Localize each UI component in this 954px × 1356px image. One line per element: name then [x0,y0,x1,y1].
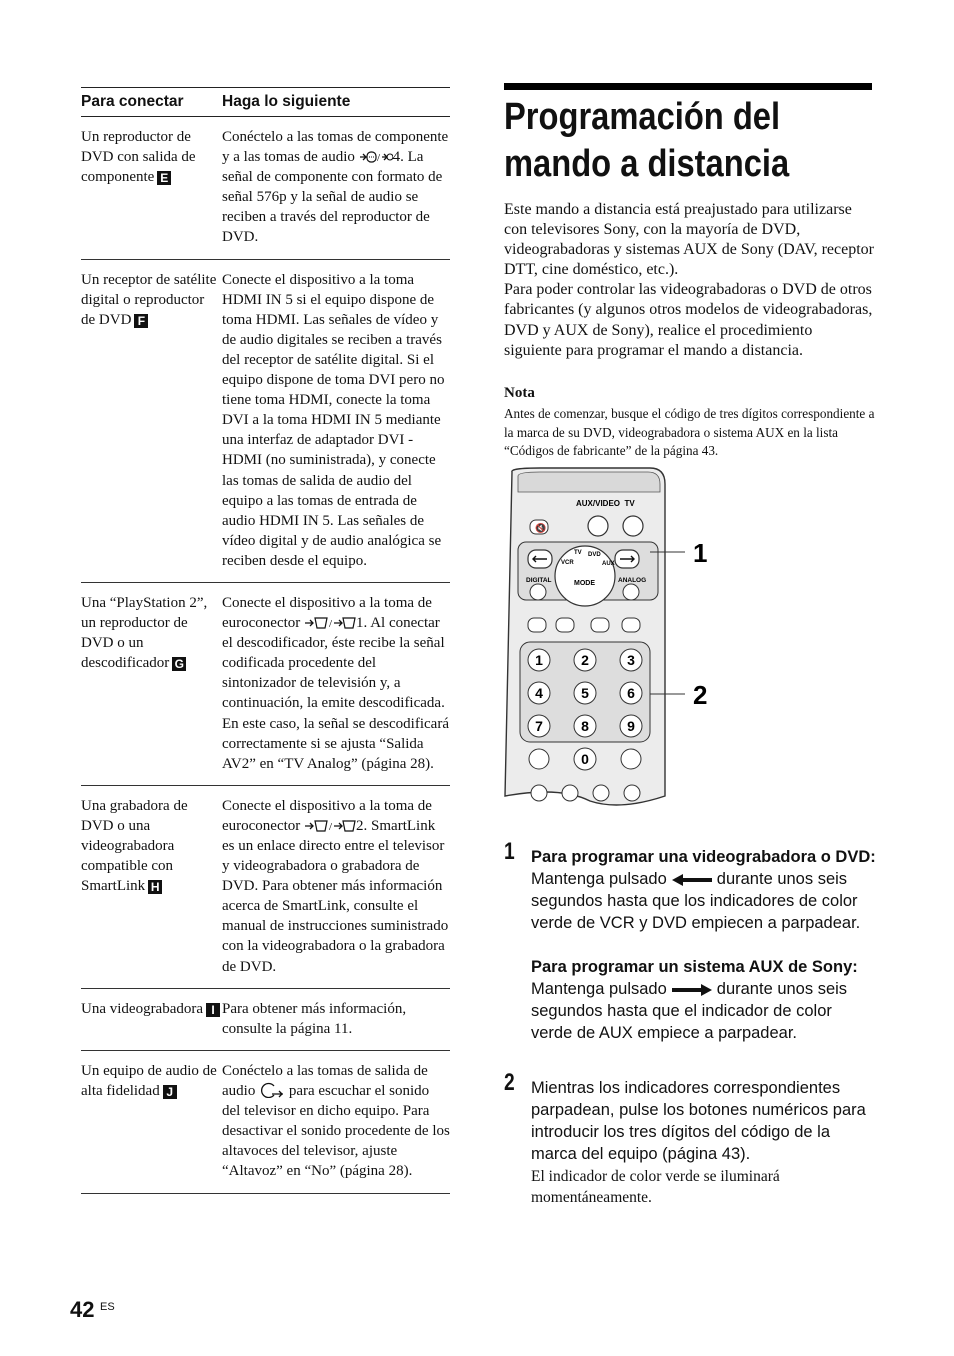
audio-out-icon [259,1082,285,1098]
aux-video-tv-label: AUX/VIDEO TV [576,499,635,508]
page-title: Programación del mando a distancia [504,96,790,185]
step-2-number: 2 [504,1069,515,1096]
table-row [81,260,450,583]
step-1-heading-a: Para programar una videograbadora o DVD: [531,848,876,866]
instruction-cell: Conecte el dispositivo a la toma de euroconector / 2. SmartLink es un enlace directo entre el televisor y videograbadora o grabadora de DVD. Para obtener más información acerca de SmartLink, consulte el manual de instrucciones suministrado con la videograbadora o la grabadora de DVD. [222,797,449,975]
title-rule [504,83,872,90]
remote-control-illustration [500,466,720,836]
step-1-heading-b: Para programar un sistema AUX de Sony: [531,958,858,976]
ring-label-dvd: DVD [588,552,601,558]
badge-j: J [163,1085,177,1099]
callout-1: 1 [693,538,708,568]
intro-paragraph-2: Para poder controlar las videograbadoras o DVD de otros fabricantes (y algunos otros modelos de videograbadoras, DVD y AUX de Sony), realice el procedimiento siguiente para programar el mando a distancia. [504,281,873,359]
badge-g: G [172,657,186,671]
step-2-note: El indicador de color verde se iluminará momentáneamente. [531,1168,780,1206]
ring-label-aux: AUX [602,561,615,567]
header-para-conectar: Para conectar [81,93,184,110]
table-row [81,583,450,786]
ring-label-tv: TV [574,550,582,556]
digit-4: 4 [535,685,543,701]
analog-button [623,584,639,600]
aux-video-power-button [588,516,608,536]
device-cell: Una “PlayStation 2”, un reproductor de DVD o un descodificador G [81,594,208,672]
intro-paragraph-1: Este mando a distancia está preajustado para utilizarse con televisores Sony, con la mayoría de DVD, videograbadoras y sistemas AUX de Sony (DAV, receptor DTT, cine doméstico, etc.). [504,201,875,279]
scart-icon [304,819,356,833]
badge-h: H [148,880,162,894]
device-cell: Una videograbadora I [81,999,222,1039]
header-haga-lo-siguiente: Haga lo siguiente [222,93,351,110]
component-input-icon [359,150,393,164]
table-row [81,989,450,1051]
instruction-cell: Conéctelo a las tomas de salida de audio para escuchar el sonido del televisor en dicho equipo. Para desactivar el sonido procedente de los altavoces del televisor, ajuste “Altavoz” en “No” (página 28). [222,1062,450,1180]
digit-6: 6 [627,685,635,701]
table-row [81,117,450,260]
device-cell: Un receptor de satélite digital o reproductor de DVD F [81,271,217,328]
ring-label-vcr: VCR [561,560,574,566]
mode-label: MODE [574,580,595,587]
digit-7: 7 [535,718,543,734]
svg-text:/: / [376,152,380,165]
digital-label: DIGITAL [526,577,552,584]
table-header [81,87,450,117]
svg-text:/: / [329,820,333,833]
digit-1: 1 [535,652,543,668]
device-cell: Un reproductor de DVD con salida de componente E [81,129,196,186]
device-cell: Una grabadora de DVD o una videograbadora compatible con SmartLink H [81,797,188,895]
tv-power-button [623,516,643,536]
scart-icon [304,616,356,630]
instruction-cell: Conéctelo a las tomas de componente y a las tomas de audio / 4. La señal de componente con formato de señal 576p y la señal de audio se reciben a través del reproductor de DVD. [222,129,449,246]
device-cell: Un equipo de audio de alta fidelidad J [81,1062,217,1099]
note-label: Nota [504,385,535,401]
digit-5: 5 [581,685,589,701]
mode-ring [555,546,615,606]
table-row [81,786,450,989]
instruction-cell: Conecte el dispositivo a la toma HDMI IN 5 si el equipo dispone de toma HDMI. Las señales de vídeo y de audio digitales se reciben a través del receptor de satélite digital. Si el equipo dispone de toma DVI pero no tiene toma HDMI, conecte la toma DVI a la toma HDMI IN 5 mediante una interfaz de adaptador DVI - HDMI (no suministrada), y conecte las tomas de salida de audio del equipo a las tomas de entrada de audio HDMI IN 5. Las señales de vídeo digital y de audio analógica se reciben desde el equipo. [222,271,445,569]
connection-table [81,87,450,1194]
digit-3: 3 [627,652,635,668]
digit-9: 9 [627,718,635,734]
intro-text [504,200,874,361]
digit-0: 0 [581,751,589,767]
instruction-cell: Conecte el dispositivo a la toma de euroconector / 1. Al conectar el descodificador, éste recibe la señal codificada procedente del sintonizador de televisión y, a continuación, la emite descodificada. En este caso, la señal se descodificará correctamente si se ajusta “Salida AV2” en “TV Analog” (página 28). [222,594,449,772]
step-2-text: Mientras los indicadores correspondientes parpadean, pulse los botones numéricos para introducir los tres dígitos del código de la marca del equipo (página 43). [531,1079,866,1163]
analog-label: ANALOG [618,577,647,584]
page-language: ES [100,1301,115,1313]
digit-2: 2 [581,652,589,668]
step-1-number: 1 [504,838,515,865]
step-1-text: Para programar una videograbadora o DVD: Mantenga pulsado durante unos seis segundos hasta que los indicadores de color verde de VCR y DVD empiecen a parpadear. Para programar un sistema AUX de Sony: Mantenga pulsado durante unos seis segundos hasta que el indicador de color verde de AUX empiece a parpadear. [531,848,876,1042]
note-text: Antes de comenzar, busque el código de tres dígitos correspondiente a la marca de su DVD, videograbadora o sistema AUX en la lista “Códigos de fabricante” de la página 43. [504,406,875,459]
svg-text:🔇: 🔇 [535,523,547,533]
callout-2: 2 [693,680,708,710]
digit-8: 8 [581,718,589,734]
badge-f: F [134,314,148,328]
svg-text:/: / [329,618,333,631]
digital-button [530,584,546,600]
right-arrow-icon [671,983,713,997]
table-row [81,1051,450,1195]
badge-i: I [206,1003,220,1017]
page-number: 42 [70,1297,95,1322]
left-arrow-icon [671,873,713,887]
instruction-cell: Para obtener más información, consulte la página 11. [222,1000,407,1037]
badge-e: E [157,171,171,185]
